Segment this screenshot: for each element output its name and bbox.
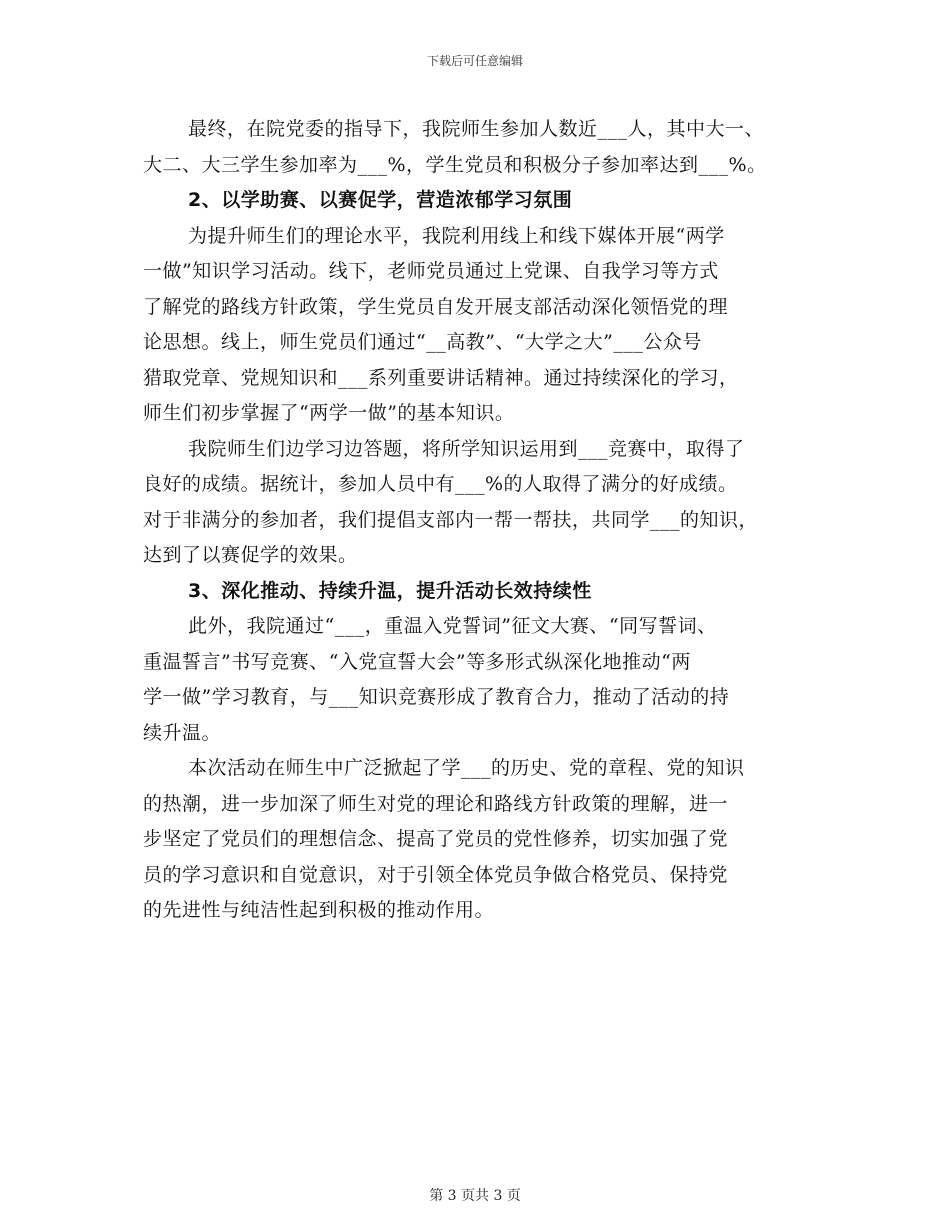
body-text-line: 大二、大三学生参加率为___%，学生党员和积极分子参加率达到___%。 [143,153,767,176]
body-text-line: 学一做”学习教育，与___知识竞赛形成了教育合力，推动了活动的持 [143,686,730,708]
document-body [143,112,823,929]
body-text-line: 良好的成绩。据统计，参加人员中有___%的人取得了满分的好成绩。 [143,473,738,495]
body-text-line: 论思想。线上，师生党员们通过“__高教”、“大学之大”___公众号 [143,331,702,353]
body-text-line: 重温誓言”书写竞赛、“入党宣誓大会”等多形式纵深化地推动“两 [143,650,691,673]
paragraph-first-line: 我院师生们边学习边答题，将所学知识运用到___竞赛中，取得了 [188,437,745,460]
page-footer: 第 3 页共 3 页 [429,1188,521,1204]
body-text-line: 师生们初步掌握了“两学一做”的基本知识。 [143,402,515,424]
body-text-line: 步坚定了党员们的理想信念、提高了党员的党性修养，切实加强了党 [143,828,729,850]
body-text-line: 员的学习意识和自觉意识，对于引领全体党员争做合格党员、保持党 [143,863,729,886]
paragraph-first-line: 本次活动在师生中广泛掀起了学___的历史、党的章程、党的知识 [188,757,745,779]
section-heading: 3、深化推动、持续升温，提升活动长效持续性 [188,579,592,602]
paragraph-first-line: 为提升师生们的理论水平，我院利用线上和线下媒体开展“两学 [188,224,725,247]
body-text-line: 对于非满分的参加者，我们提倡支部内一帮一帮扶，共同学___的知识， [143,508,759,531]
body-text-line: 一做”知识学习活动。线下，老师党员通过上党课、自我学习等方式 [143,260,719,282]
body-text-line: 猎取党章、党规知识和___系列重要讲话精神。通过持续深化的学习， [143,366,739,389]
body-text-line: 的热潮，进一步加深了师生对党的理论和路线方针政策的理解，进一 [143,792,729,815]
page-header: 下载后可任意编辑 [426,54,523,68]
section-heading: 2、以学助赛、以赛促学，营造浓郁学习氛围 [188,189,573,211]
paragraph-first-line: 最终，在院党委的指导下，我院师生参加人数近___人，其中大一、 [188,118,765,140]
body-text-line: 了解党的路线方针政策，学生党员自发开展支部活动深化领悟党的理 [143,295,729,318]
paragraph-first-line: 此外，我院通过“___，重温入党誓词”征文大赛、“同写誓词、 [188,615,717,637]
body-text-line: 续升温。 [143,721,222,744]
body-text-line: 达到了以赛促学的效果。 [143,544,358,566]
body-text-line: 的先进性与纯洁性起到积极的推动作用。 [143,899,495,921]
